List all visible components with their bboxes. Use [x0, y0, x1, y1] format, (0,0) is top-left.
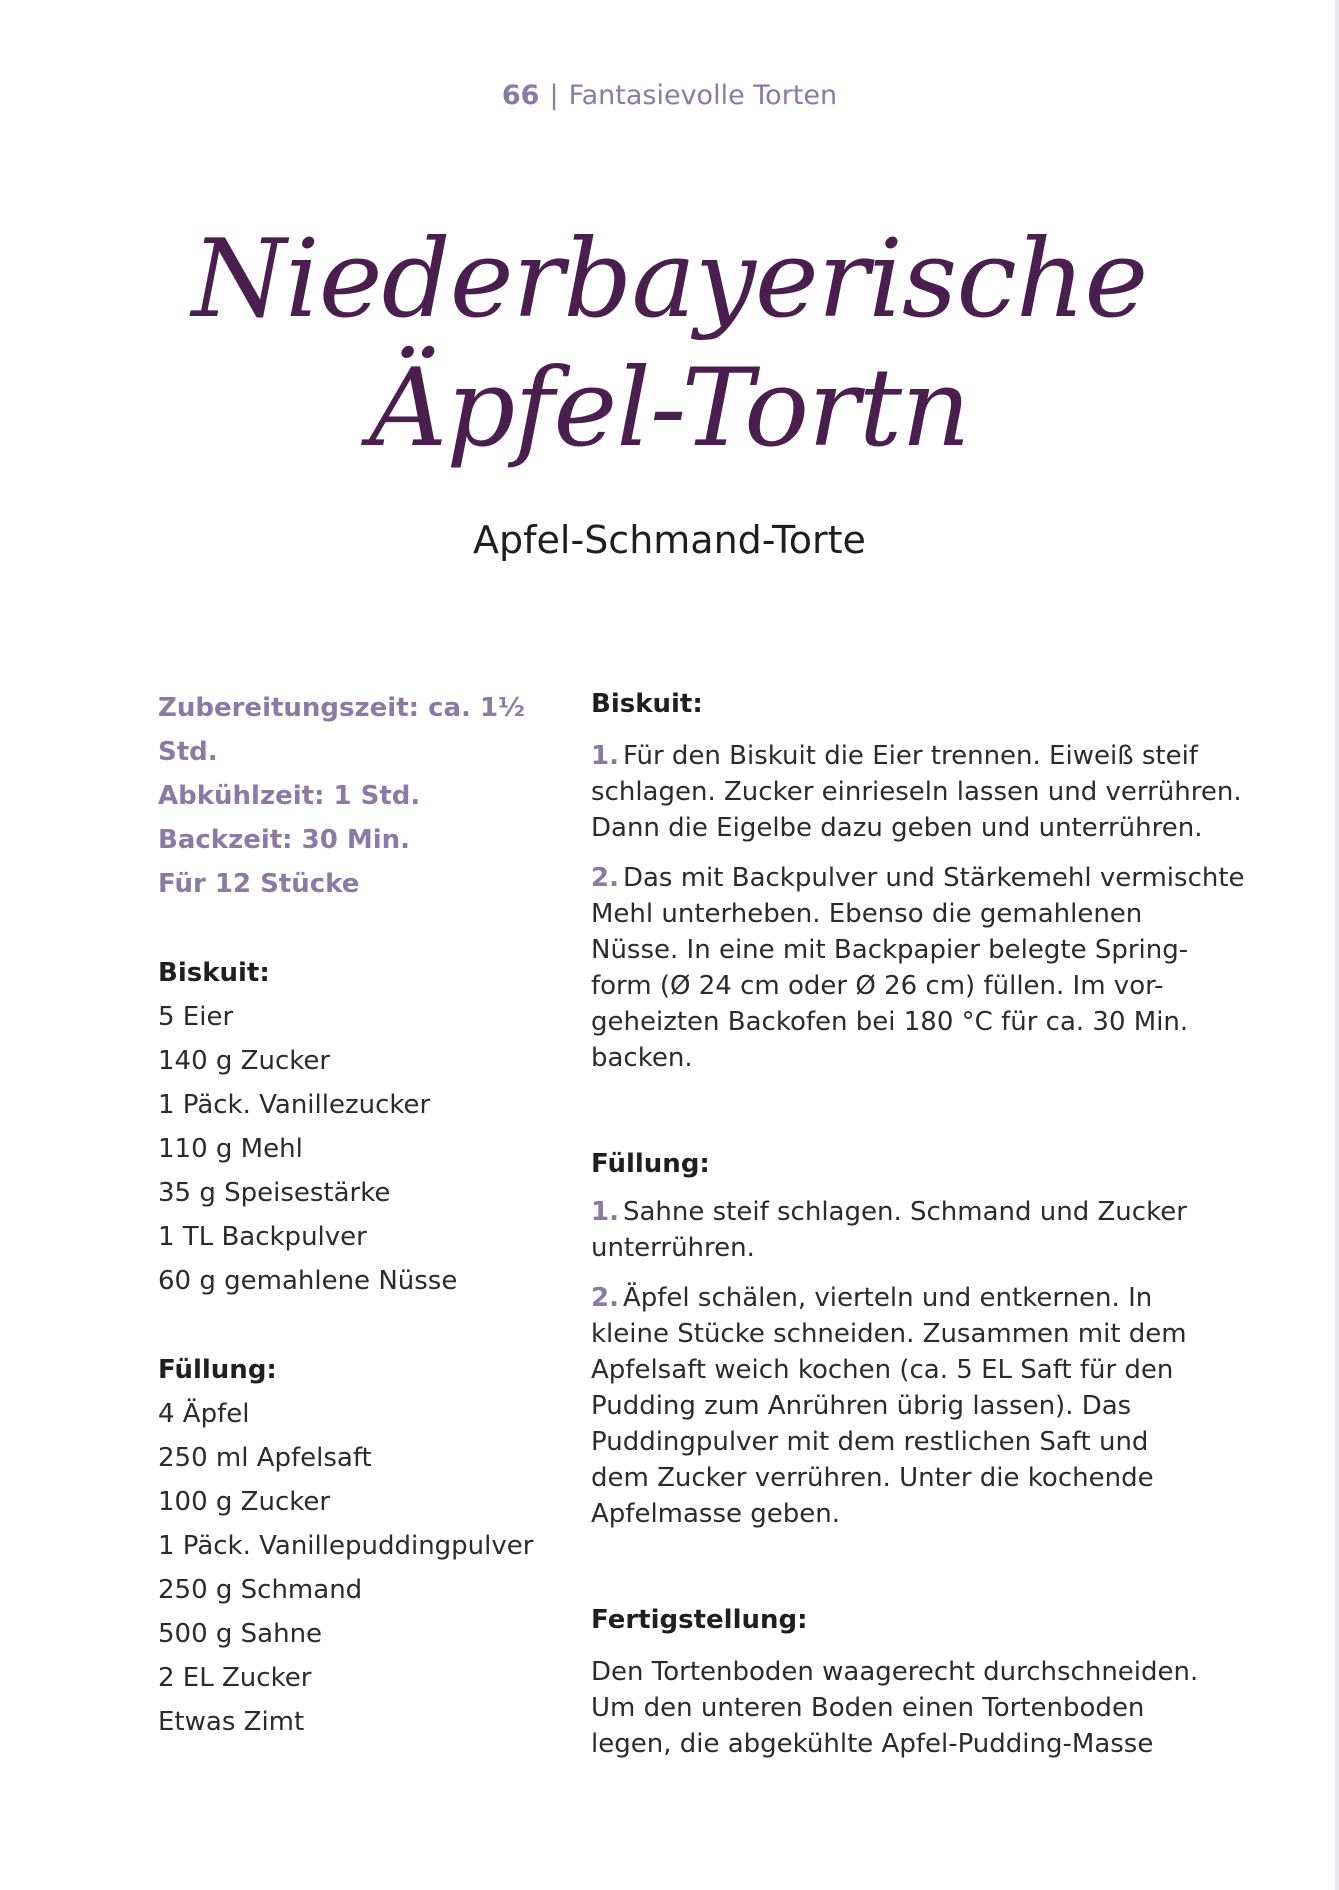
step-line: backen. [591, 1043, 693, 1073]
baking-time: Backzeit: 30 Min. [158, 825, 411, 855]
paragraph-line: Den Tortenboden waagerecht durchschneiden. [591, 1657, 1199, 1687]
instruction-step [591, 1194, 1251, 1266]
instructions-fuellung-heading: Füllung: [591, 1149, 710, 1179]
ingredient-item: 4 Äpfel [158, 1399, 250, 1429]
step-line: Das mit Backpulver und Stärkemehl vermischte [622, 863, 1245, 893]
instruction-step [591, 738, 1251, 846]
step-line: Apfelsaft weich kochen (ca. 5 EL Saft für den [591, 1355, 1174, 1385]
ingredient-item: 110 g Mehl [158, 1134, 303, 1164]
ingredient-item: 1 Päck. Vanillezucker [158, 1090, 431, 1120]
ingredient-item: 250 g Schmand [158, 1575, 363, 1605]
chapter-title: Fantasievolle Torten [568, 80, 838, 111]
step-line: Für den Biskuit die Eier trennen. Eiweiß steif [622, 741, 1198, 771]
step-line: Apfelmasse geben. [591, 1499, 841, 1529]
step-line: schlagen. Zucker einrieseln lassen und verrühren. [591, 777, 1242, 807]
header-separator: | [549, 80, 559, 111]
step-number: 2. [591, 863, 619, 893]
instructions-biskuit-heading: Biskuit: [591, 689, 703, 719]
ingredient-item: 140 g Zucker [158, 1046, 331, 1076]
instruction-paragraph [591, 1654, 1251, 1762]
step-number: 1. [591, 1197, 619, 1227]
step-line: Mehl unterheben. Ebenso die gemahlenen [591, 899, 1143, 929]
ingredient-item: 500 g Sahne [158, 1619, 323, 1649]
ingredients-column [158, 686, 578, 1744]
step-line: Puddingpulver mit dem restlichen Saft und [591, 1427, 1149, 1457]
step-line: unterrühren. [591, 1233, 755, 1263]
step-line: Pudding zum Anrühren übrig lassen). Das [591, 1391, 1132, 1421]
page-edge [1335, 0, 1339, 1890]
page-number: 66 [501, 80, 540, 111]
servings: Für 12 Stücke [158, 869, 360, 899]
ingredient-item: 35 g Speisestärke [158, 1178, 391, 1208]
ingredients-biskuit-heading: Biskuit: [158, 958, 270, 988]
ingredient-item: 60 g gemahlene Nüsse [158, 1266, 458, 1296]
ingredients-fuellung-heading: Füllung: [158, 1355, 277, 1385]
instruction-step [591, 1280, 1251, 1532]
recipe-title-line-1: Niederbayerische [191, 217, 1148, 342]
step-line: geheizten Backofen bei 180 °C für ca. 30 Min. [591, 1007, 1189, 1037]
step-line: Sahne steif schlagen. Schmand und Zucker [622, 1197, 1187, 1227]
recipe-subtitle: Apfel-Schmand-Torte [473, 518, 866, 562]
ingredient-item: 5 Eier [158, 1002, 234, 1032]
ingredient-item: 1 TL Backpulver [158, 1222, 367, 1252]
ingredient-item: 100 g Zucker [158, 1487, 331, 1517]
instructions-fertigstellung-heading: Fertigstellung: [591, 1605, 808, 1635]
instruction-step [591, 860, 1251, 1076]
cooling-time: Abkühlzeit: 1 Std. [158, 781, 421, 811]
step-number: 2. [591, 1283, 619, 1313]
step-line: Dann die Eigelbe dazu geben und unterrühren. [591, 813, 1203, 843]
step-line: Nüsse. In eine mit Backpapier belegte Spring- [591, 935, 1189, 965]
paragraph-line: legen, die abgekühlte Apfel-Pudding-Masse [591, 1729, 1154, 1759]
ingredient-item: 2 EL Zucker [158, 1663, 312, 1693]
running-header [0, 80, 1339, 111]
ingredient-item: 1 Päck. Vanillepuddingpulver [158, 1531, 534, 1561]
step-line: form (Ø 24 cm oder Ø 26 cm) füllen. Im vor- [591, 971, 1164, 1001]
instructions-column [591, 686, 1251, 1762]
prep-time: Zubereitungszeit: ca. 1½ Std. [158, 693, 525, 767]
paragraph-line: Um den unteren Boden einen Tortenboden [591, 1693, 1145, 1723]
step-line: dem Zucker verrühren. Unter die kochende [591, 1463, 1154, 1493]
ingredient-item: Etwas Zimt [158, 1707, 305, 1737]
ingredient-item: 250 ml Apfelsaft [158, 1443, 372, 1473]
step-line: Äpfel schälen, vierteln und entkernen. In [622, 1283, 1153, 1313]
step-line: kleine Stücke schneiden. Zusammen mit dem [591, 1319, 1187, 1349]
step-number: 1. [591, 741, 619, 771]
recipe-title-line-2: Äpfel-Tortn [369, 346, 970, 471]
